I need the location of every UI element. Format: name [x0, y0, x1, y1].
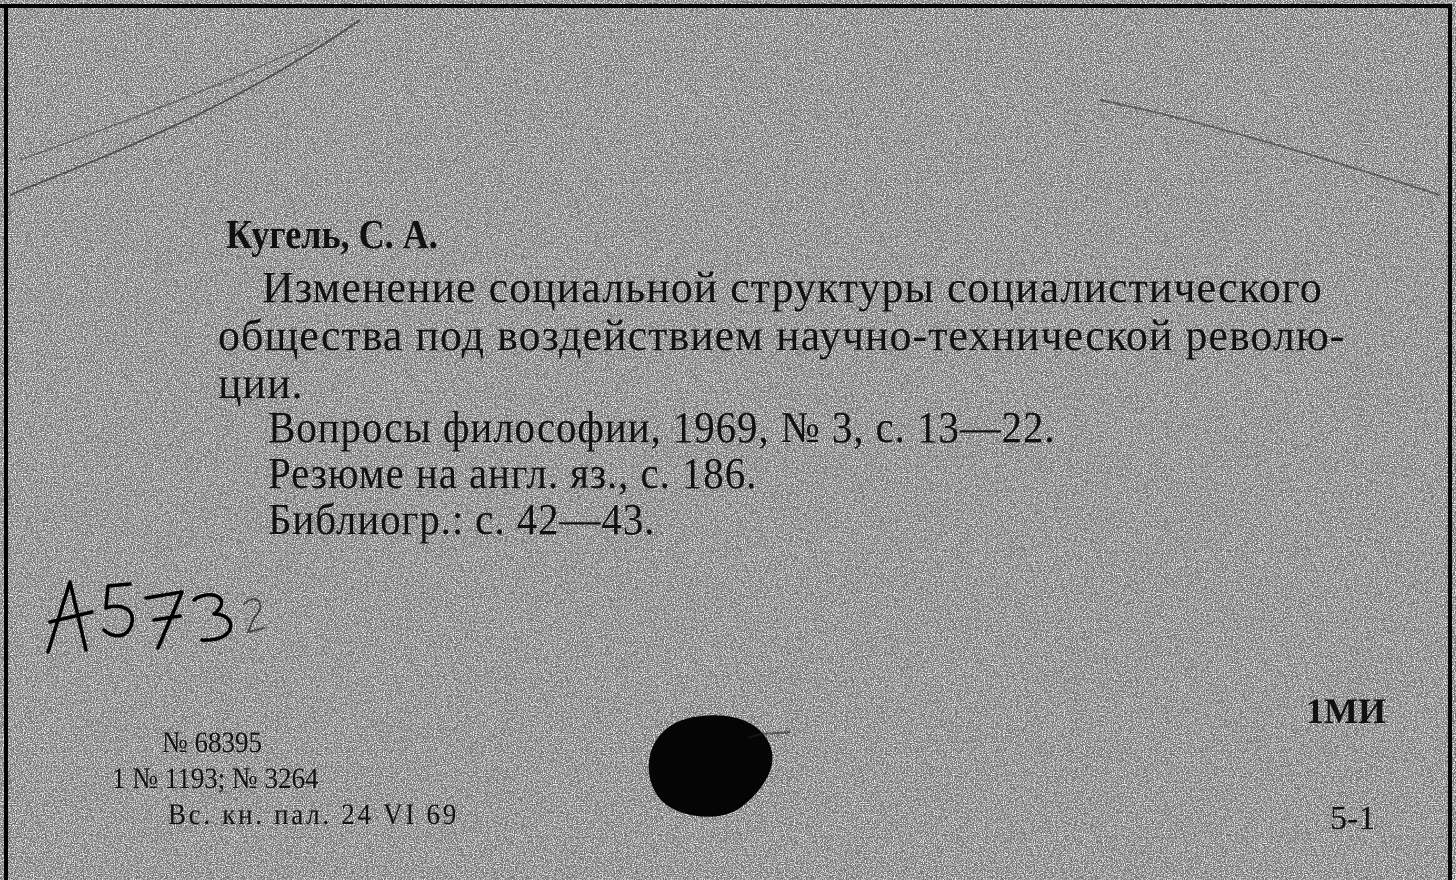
registry-number: № 68395 — [162, 726, 263, 759]
title-line-3: ции. — [218, 359, 304, 408]
book-chamber-stamp: Вс. кн. пал. 24 VI 69 — [168, 798, 459, 831]
index-code: 5-1 — [1330, 800, 1376, 837]
punch-hole — [644, 712, 794, 822]
source-line: Вопросы философии, 1969, № 3, с. 13—22. — [268, 403, 1056, 452]
handwritten-shelf-code — [42, 570, 272, 660]
title-line-1: Изменение социальной структуры социалистического — [262, 263, 1323, 312]
class-code: 1МИ — [1306, 691, 1386, 731]
registry-numbers: 1 № 1193; № 3264 — [112, 762, 319, 795]
title-line-2: общества под воздействием научно-технической револю- — [218, 311, 1346, 360]
bibliography-note: Библиогр.: с. 42—43. — [268, 495, 656, 544]
author-heading: Кугель, С. А. — [226, 211, 438, 257]
summary-note: Резюме на англ. яз., с. 186. — [268, 449, 758, 498]
